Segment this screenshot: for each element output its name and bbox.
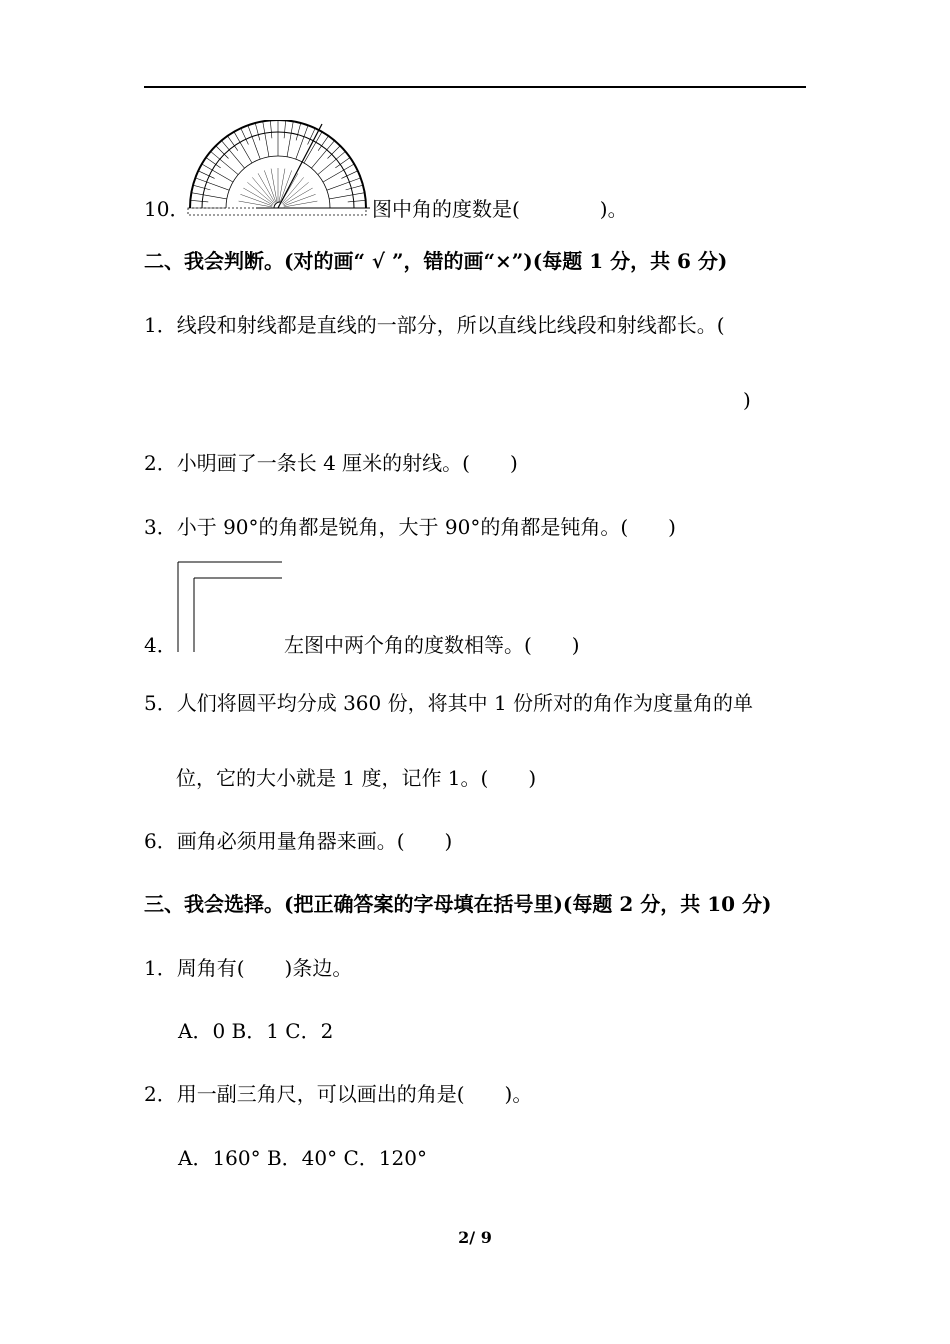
header-rule [144, 86, 806, 88]
two-angles-figure [174, 560, 286, 654]
s2-item-3: 3．小于 90°的角都是锐角，大于 90°的角都是钝角。( ) [144, 515, 676, 539]
q10-number: 10． [144, 197, 190, 221]
protractor-figure [186, 120, 376, 220]
s2-item-5-cont: 位，它的大小就是 1 度，记作 1。( ) [176, 766, 537, 790]
s2-item-4-number: 4． [144, 633, 177, 657]
s2-item-1-close: ) [743, 388, 751, 412]
s2-item-5: 5．人们将圆平均分成 360 份，将其中 1 份所对的角作为度量角的单 [144, 691, 754, 715]
q10-text: 图中角的度数是( )。 [372, 197, 628, 221]
section2-title: 二、我会判断。(对的画“ √ ”，错的画“×”)(每题 1 分，共 6 分) [144, 249, 728, 273]
s3-item-2: 2．用一副三角尺，可以画出的角是( )。 [144, 1082, 533, 1106]
s3-item-1-options: A．0 B．1 C．2 [178, 1019, 334, 1043]
s2-item-1: 1．线段和射线都是直线的一部分，所以直线比线段和射线都长。( [144, 313, 725, 337]
s2-item-6: 6．画角必须用量角器来画。( ) [144, 829, 453, 853]
section3-title: 三、我会选择。(把正确答案的字母填在括号里)(每题 2 分，共 10 分) [144, 892, 772, 916]
s2-item-2: 2．小明画了一条长 4 厘米的射线。( ) [144, 451, 518, 475]
s3-item-2-options: A．160° B．40° C．120° [178, 1146, 427, 1170]
page-number: 2/ 9 [458, 1228, 492, 1247]
s3-item-1: 1．周角有( )条边。 [144, 956, 353, 980]
s2-item-4: 左图中两个角的度数相等。( ) [284, 633, 580, 657]
